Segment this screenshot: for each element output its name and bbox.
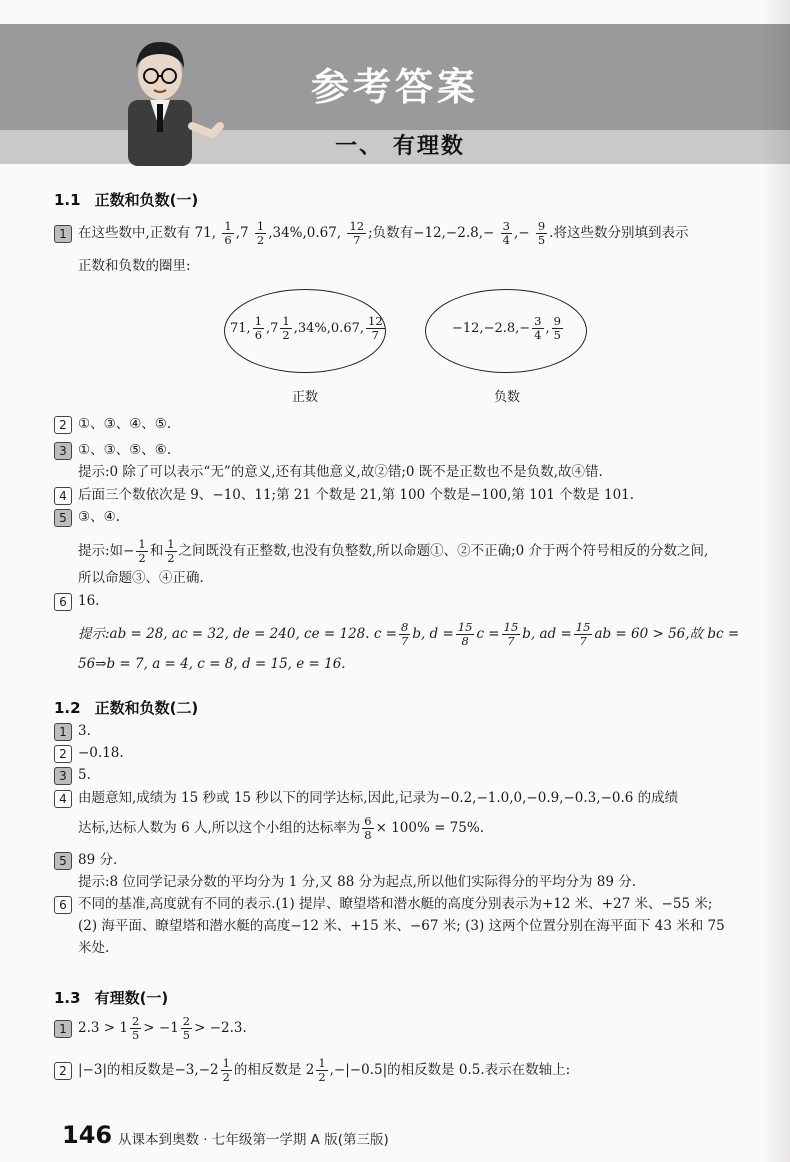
answer-1-2-q3: 3 5. (54, 766, 91, 785)
answer-1-1-q6-hint-line2: 56⇒b = 7, a = 4, c = 8, d = 15, e = 16. (78, 656, 346, 672)
answer-1-1-q3: 3 ①、③、⑤、⑥. (54, 441, 171, 460)
question-number: 2 (54, 416, 72, 434)
answer-1-1-q5: 5 ③、④. (54, 508, 120, 527)
answer-1-1-q5-hint: 提示:如− $\frac{1}{2}$ 和 $\frac{1}{2}$ 之间既没有正整数,也没有负整数,所以命题①、②不正确;0 介于两个符号相反的分数之间, (78, 537, 709, 565)
answer-1-3-q1: 1 2.3 > 1 $\frac{2}{5}$ > −1 $\frac{2}{5}$ > −2.3. (54, 1015, 247, 1042)
question-number: 5 (54, 852, 72, 870)
answer-1-2-q1: 1 3. (54, 722, 91, 741)
question-number: 4 (54, 487, 72, 505)
question-number: 4 (54, 790, 72, 808)
chapter-subtitle: 一、 有理数 (335, 134, 465, 159)
question-number: 2 (54, 1062, 72, 1080)
question-number: 6 (54, 896, 72, 914)
answer-1-2-q6: 6 不同的基准,高度就有不同的表示.(1) 提岸、瞭望塔和潜水艇的高度分别表示为+12 米、+27 米、−55 米; (54, 895, 712, 914)
answer-1-1-q6-hint: 提示:ab = 28, ac = 32, de = 240, ce = 128. c = $\frac{8}{7}$ b, d = $\frac{15}{8}$ c = $\frac{15}{7}$ b, ad = $\frac{15}{7}$ ab = 60 > 56,故 bc = (78, 620, 740, 648)
question-number: 1 (54, 723, 72, 741)
answer-1-2-q4-line2: 达标,达标人数为 6 人,所以这个小组的达标率为 $\frac{6}{8}$ × 100% = 75%. (78, 814, 484, 842)
question-number: 2 (54, 745, 72, 763)
answer-1-2-q4: 4 由题意知,成绩为 15 秒或 15 秒以下的同学达标,因此,记录为−0.2,−1.0,0,−0.9,−0.3,−0.6 的成绩 (54, 789, 678, 808)
book-title: 从课本到奥数 · 七年级第一学期 A 版(第三版) (118, 1132, 389, 1148)
answer-1-2-q5-hint: 提示:8 位同学记录分数的平均分为 1 分,又 88 分为起点,所以他们实际得分的平均分为 89 分. (78, 874, 636, 890)
positive-numbers-list: 71, $\frac{1}{6}$ ,7 $\frac{1}{2}$ ,34%,0.67, $\frac{12}{7}$ (230, 314, 383, 342)
question-number: 3 (54, 442, 72, 460)
answer-1-2-q5: 5 89 分. (54, 851, 117, 870)
question-number: 3 (54, 767, 72, 785)
answer-1-1-q1: 1 在这些数中,正数有 71, $\frac{1}{6}$ ,7 $\frac{1}{2}$ ,34%,0.67, $\frac{12}{7}$ ;负数有−12,−2.8,− $\frac{3}{4}$ ,− $\frac{9}{5}$ .将这些数分别填到表示 (54, 220, 688, 247)
section-title: 1.2 正数和负数(二) (54, 699, 199, 717)
answer-1-1-q1-line2: 正数和负数的圈里: (78, 258, 191, 274)
answer-1-2-q6-line2: (2) 海平面、瞭望塔和潜水艇的高度−12 米、+15 米、−67 米; (3) 这两个位置分别在海平面下 43 米和 75 (78, 918, 725, 934)
page-title: 参考答案 (310, 65, 479, 109)
answer-1-2-q2: 2 −0.18. (54, 744, 124, 763)
answer-1-3-q2: 2 |−3|的相反数是−3,−2 $\frac{1}{2}$ 的相反数是 2 $\frac{1}{2}$ ,−|−0.5|的相反数是 0.5.表示在数轴上: (54, 1057, 570, 1084)
section-title: 1.1 正数和负数(一) (54, 191, 199, 209)
negative-caption: 负数 (494, 390, 521, 405)
answer-1-1-q6: 6 16. (54, 592, 99, 611)
answer-1-1-q5-hint-line2: 所以命题③、④正确. (78, 570, 204, 586)
page-edge-shadow (762, 0, 790, 1162)
answer-1-1-q2: 2 ①、③、④、⑤. (54, 415, 171, 434)
answer-1-1-q3-hint: 提示:0 除了可以表示“无”的意义,还有其他意义,故②错;0 既不是正数也不是负数,故④错. (78, 464, 603, 480)
positive-caption: 正数 (292, 390, 319, 405)
negative-numbers-list: −12,−2.8,− $\frac{3}{4}$ , $\frac{9}{5}$ (452, 314, 561, 342)
question-number: 5 (54, 509, 72, 527)
question-number: 6 (54, 593, 72, 611)
question-number: 1 (54, 225, 72, 243)
page-number: 146 (62, 1121, 113, 1149)
answer-1-1-q4: 4 后面三个数依次是 9、−10、11;第 21 个数是 21,第 100 个数是−100,第 101 个数是 101. (54, 486, 634, 505)
question-number: 1 (54, 1020, 72, 1038)
section-title: 1.3 有理数(一) (54, 989, 169, 1007)
answer-1-2-q6-line3: 米处. (78, 940, 110, 956)
